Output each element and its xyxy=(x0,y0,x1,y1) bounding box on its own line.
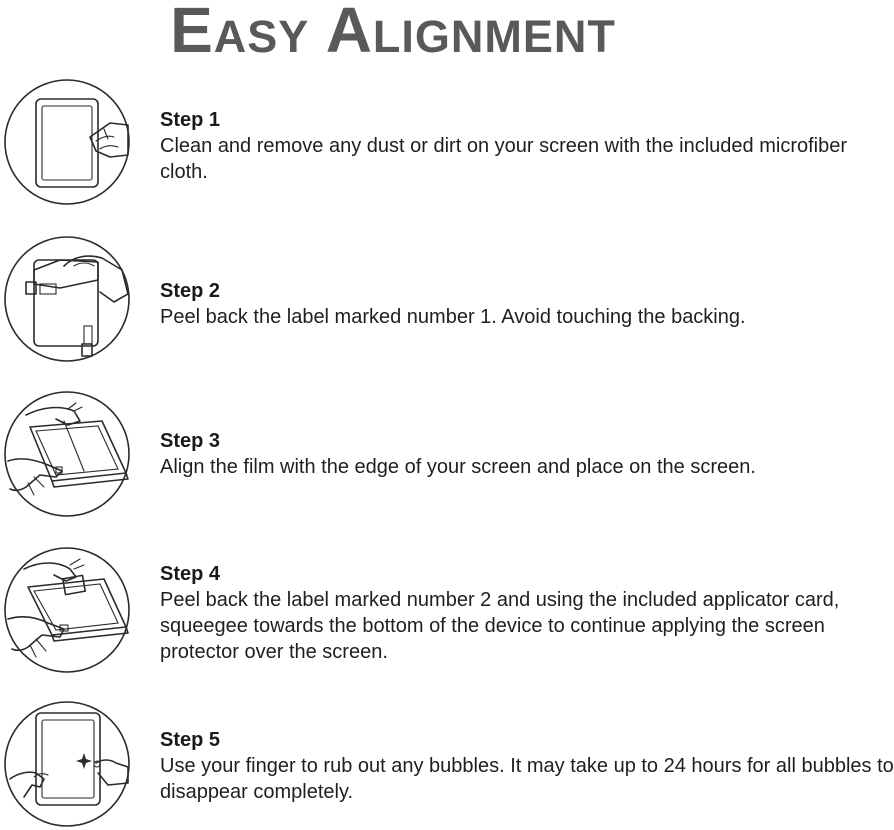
step-description: Peel back the label marked number 1. Avoid touching the backing. xyxy=(160,306,746,328)
label-marker-2: 2 xyxy=(28,284,34,294)
cleaning-cloth-icon xyxy=(4,79,130,205)
step-description: Align the film with the edge of your screen and place on the screen. xyxy=(160,456,756,478)
step-title: Step 5 xyxy=(160,729,221,751)
align-film-icon xyxy=(4,391,130,517)
rub-bubbles-icon xyxy=(4,701,130,827)
step-title: Step 4 xyxy=(160,563,221,585)
step-title: Step 2 xyxy=(160,280,221,302)
peel-label-icon xyxy=(4,236,130,362)
step-description: Peel back the label marked number 2 and using the included applicator card, squeegee towards the bottom of the device to continue applying the screen protector over the screen. xyxy=(160,589,840,663)
step-description: Use your finger to rub out any bubbles. It may take up to 24 hours for all bubbles to disappear completely. xyxy=(160,755,894,803)
label-marker-1: 1 xyxy=(84,346,90,356)
step-title: Step 1 xyxy=(160,109,221,131)
page-title: Easy Alignment xyxy=(170,0,616,66)
step-title: Step 3 xyxy=(160,430,221,452)
squeegee-card-icon xyxy=(4,547,130,673)
step-description: Clean and remove any dust or dirt on your screen with the included microfiber cloth. xyxy=(160,135,848,183)
